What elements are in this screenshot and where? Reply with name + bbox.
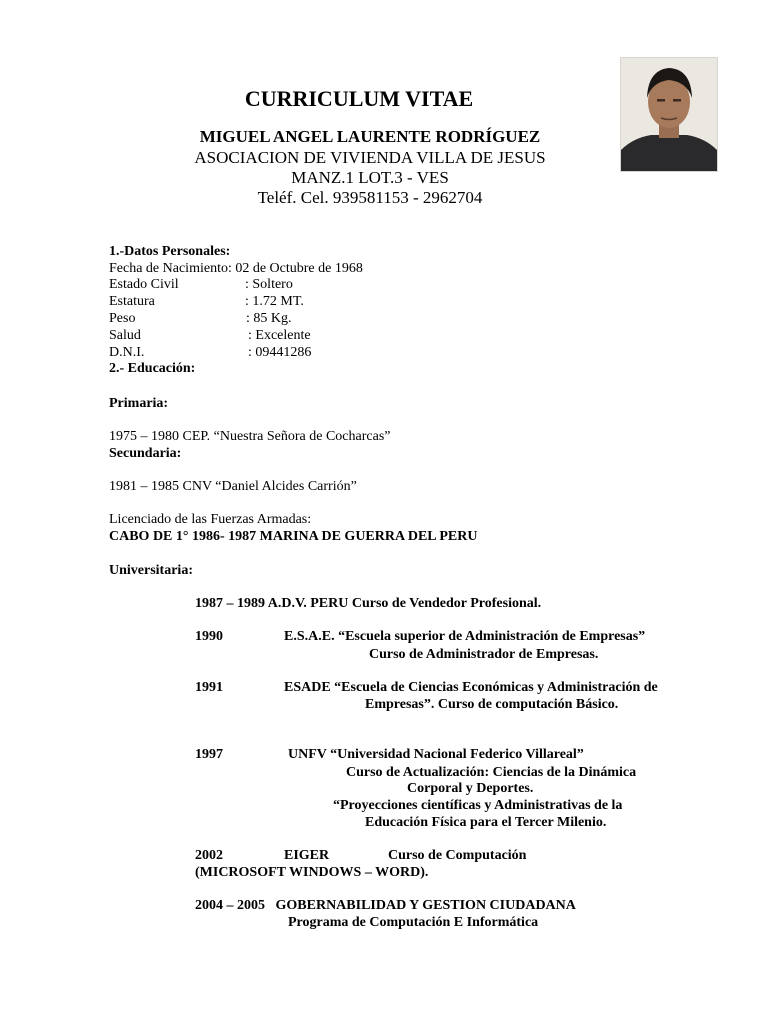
birth-date: Fecha de Nacimiento: 02 de Octubre de 1968 [109,261,363,276]
education-entry-2002-line2: (MICROSOFT WINDOWS – WORD). [195,865,429,880]
personal-value: : Excelente [248,328,311,343]
education-entry-year: 1991 [195,680,223,695]
personal-row [109,344,311,361]
education-entry-1997-line2: Curso de Actualización: Ciencias de la Dinámica [346,765,637,780]
profile-photo [620,57,718,172]
phone-line: Teléf. Cel. 939581153 - 2962704 [257,188,483,207]
personal-label: Peso [109,311,136,326]
address-line-2: MANZ.1 LOT.3 - VES [291,168,449,187]
education-entry-1991-line1: ESADE “Escuela de Ciencias Económicas y Administración de [284,680,658,695]
personal-label: Estatura [109,294,155,309]
universitaria-heading: Universitaria: [109,563,193,578]
personal-value: : 09441286 [248,345,312,360]
education-entry-1997-line5: Educación Física para el Tercer Milenio. [365,815,607,830]
candidate-name: MIGUEL ANGEL LAURENTE RODRÍGUEZ [199,127,541,146]
personal-value: : 1.72 MT. [245,294,304,309]
education-entry-1991-line2: Empresas”. Curso de computación Básico. [365,697,619,712]
education-entry-2002-inst: EIGER [284,848,330,863]
education-entry-year: 1997 [195,747,223,762]
personal-value: : 85 Kg. [246,311,292,326]
education-entry-2004-line1: 2004 – 2005 GOBERNABILIDAD Y GESTION CIUDADANA [195,898,576,913]
personal-row [109,276,293,293]
education-entry-1990-line1: E.S.A.E. “Escuela superior de Administración de Empresas” [284,629,646,644]
personal-label: Salud [109,328,141,343]
secundaria-heading: Secundaria: [109,446,182,461]
personal-row [109,293,304,310]
personal-row [109,327,311,344]
section-education-heading: 2.- Educación: [109,361,196,376]
document-title: CURRICULUM VITAE [244,86,474,111]
personal-row [109,310,292,327]
military-line-1: Licenciado de las Fuerzas Armadas: [109,512,312,527]
education-entry-2004-line2: Programa de Computación E Informática [288,915,539,930]
education-entry-year: 2002 [195,848,223,863]
personal-label: D.N.I. [109,345,145,360]
address-line-1: ASOCIACION DE VIVIENDA VILLA DE JESUS [194,148,546,167]
primaria-entry: 1975 – 1980 CEP. “Nuestra Señora de Cocharcas” [109,429,391,444]
education-entry-1997-line4: “Proyecciones científicas y Administrativas de la [333,798,623,813]
military-line-2: CABO DE 1° 1986- 1987 MARINA DE GUERRA DEL PERU [109,529,478,544]
education-entry-1987: 1987 – 1989 A.D.V. PERU Curso de Vendedor Profesional. [195,596,542,611]
personal-label: Estado Civil [109,277,179,292]
education-entry-1997-line3: Corporal y Deportes. [407,781,534,796]
section-personal-heading: 1.-Datos Personales: [109,244,231,259]
primaria-heading: Primaria: [109,396,169,411]
education-entry-1997-line1: UNFV “Universidad Nacional Federico Villareal” [288,747,584,762]
personal-value: : Soltero [245,277,293,292]
secundaria-entry: 1981 – 1985 CNV “Daniel Alcides Carrión” [109,479,357,494]
education-entry-year: 1990 [195,629,223,644]
education-entry-1990-line2: Curso de Administrador de Empresas. [369,647,599,662]
education-entry-2002-course: Curso de Computación [388,848,527,863]
